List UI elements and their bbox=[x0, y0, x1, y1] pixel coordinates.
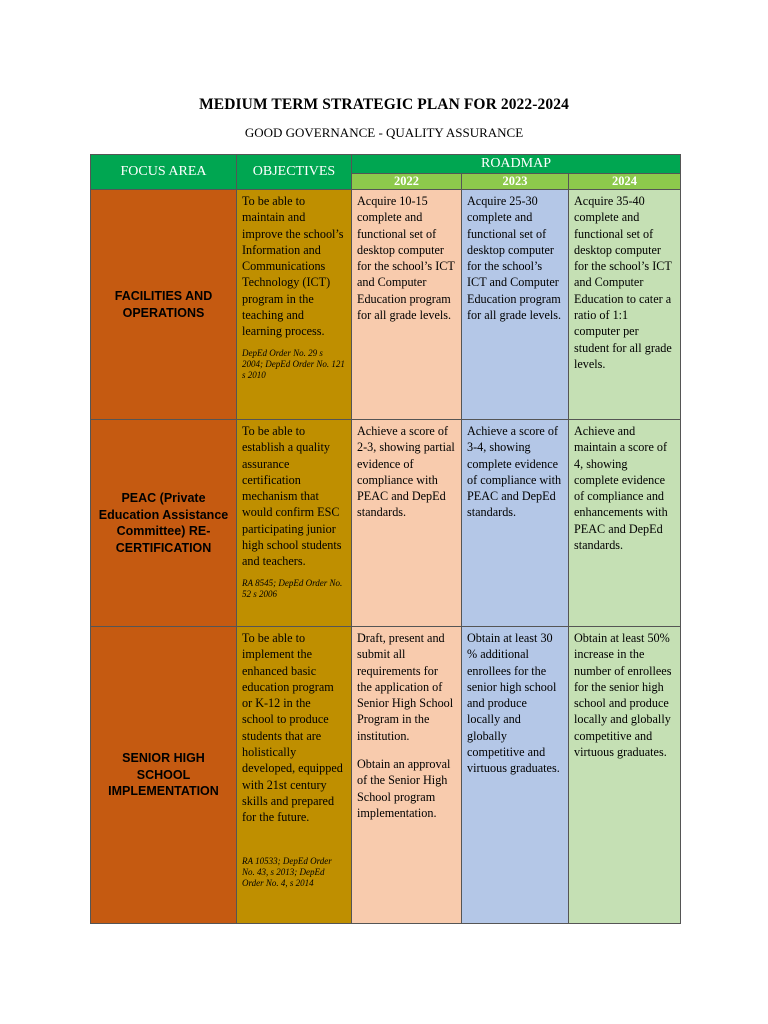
roadmap-2022-text: Acquire 10-15 complete and functional set of desktop computer for the school’s ICT and Computer Education program for all grade levels. bbox=[357, 194, 455, 323]
focus-area-cell: FACILITIES AND OPERATIONS bbox=[91, 190, 237, 420]
header-objectives: OBJECTIVES bbox=[237, 155, 352, 190]
objective-text: To be able to establish a quality assurance certification mechanism that would confirm ESC participating junior high school students and teachers. bbox=[242, 424, 342, 569]
roadmap-2022-cell bbox=[352, 190, 462, 420]
roadmap-2024-text: Acquire 35-40 complete and functional set of desktop computer for the school’s ICT and Computer Education to cater a ratio of 1:1 computer per student for all grade levels. bbox=[574, 194, 672, 371]
roadmap-2023-text: Achieve a score of 3-4, showing complete evidence of compliance with PEAC and DepEd standards. bbox=[467, 424, 562, 520]
roadmap-2023-text: Obtain at least 30 % additional enrollees for the senior high school and produce locally and globally competitive and virtuous graduates. bbox=[467, 631, 560, 776]
table-row bbox=[91, 627, 681, 924]
roadmap-2022-text: Draft, present and submit all requirements for the application of Senior High School Program in the institution. bbox=[357, 631, 454, 743]
focus-area-cell: SENIOR HIGH SCHOOL IMPLEMENTATION bbox=[91, 627, 237, 924]
objective-reference: DepEd Order No. 29 s 2004; DepEd Order No. 121 s 2010 bbox=[242, 347, 345, 380]
objective-cell bbox=[237, 190, 352, 420]
roadmap-2023-cell bbox=[462, 627, 569, 924]
roadmap-2023-cell bbox=[462, 420, 569, 627]
header-roadmap: ROADMAP bbox=[352, 155, 681, 174]
roadmap-2022-cell bbox=[352, 420, 462, 627]
table-row bbox=[91, 190, 681, 420]
header-year-2023: 2023 bbox=[462, 174, 569, 190]
roadmap-2024-cell bbox=[569, 420, 681, 627]
roadmap-2023-text: Acquire 25-30 complete and functional set of desktop computer for the school’s ICT and Computer Education program for all grade levels. bbox=[467, 194, 562, 323]
header-year-2024: 2024 bbox=[569, 174, 681, 190]
objective-reference: RA 10533; DepEd Order No. 43, s 2013; DepEd Order No. 4, s 2014 bbox=[242, 855, 332, 888]
objective-text: To be able to implement the enhanced basic education program or K-12 in the school to produce students that are holistically developed, equipped with 21st century skills and prepared for the future. bbox=[242, 631, 343, 825]
header-year-2022: 2022 bbox=[352, 174, 462, 190]
objective-reference: RA 8545; DepEd Order No. 52 s 2006 bbox=[242, 577, 343, 599]
page-subtitle: GOOD GOVERNANCE - QUALITY ASSURANCE bbox=[244, 125, 524, 140]
roadmap-2022-text: Achieve a score of 2-3, showing partial evidence of compliance with PEAC and DepEd standards. bbox=[357, 424, 455, 520]
roadmap-2022-cell bbox=[352, 627, 462, 924]
header-focus-area: FOCUS AREA bbox=[91, 155, 237, 190]
roadmap-2024-cell bbox=[569, 190, 681, 420]
focus-area-cell: PEAC (Private Education Assistance Committee) RE-CERTIFICATION bbox=[91, 420, 237, 627]
roadmap-2022-text-secondary: Obtain an approval of the Senior High School program implementation. bbox=[357, 757, 451, 820]
objective-text: To be able to maintain and improve the school’s Information and Communications Technology (ICT) program in the teaching and learning process. bbox=[242, 194, 344, 339]
roadmap-2023-cell bbox=[462, 190, 569, 420]
roadmap-2024-cell bbox=[569, 627, 681, 924]
strategic-plan-table bbox=[90, 154, 681, 924]
roadmap-2024-text: Obtain at least 50% increase in the number of enrollees for the senior high school and produce locally and globally competitive and virtuous graduates. bbox=[574, 631, 672, 760]
page-title: MEDIUM TERM STRATEGIC PLAN FOR 2022-2024 bbox=[199, 96, 569, 113]
objective-cell bbox=[237, 420, 352, 627]
roadmap-2024-text: Achieve and maintain a score of 4, showing complete evidence of compliance and enhancements with PEAC and DepEd standards. bbox=[574, 424, 668, 553]
table-row bbox=[91, 420, 681, 627]
objective-cell bbox=[237, 627, 352, 924]
